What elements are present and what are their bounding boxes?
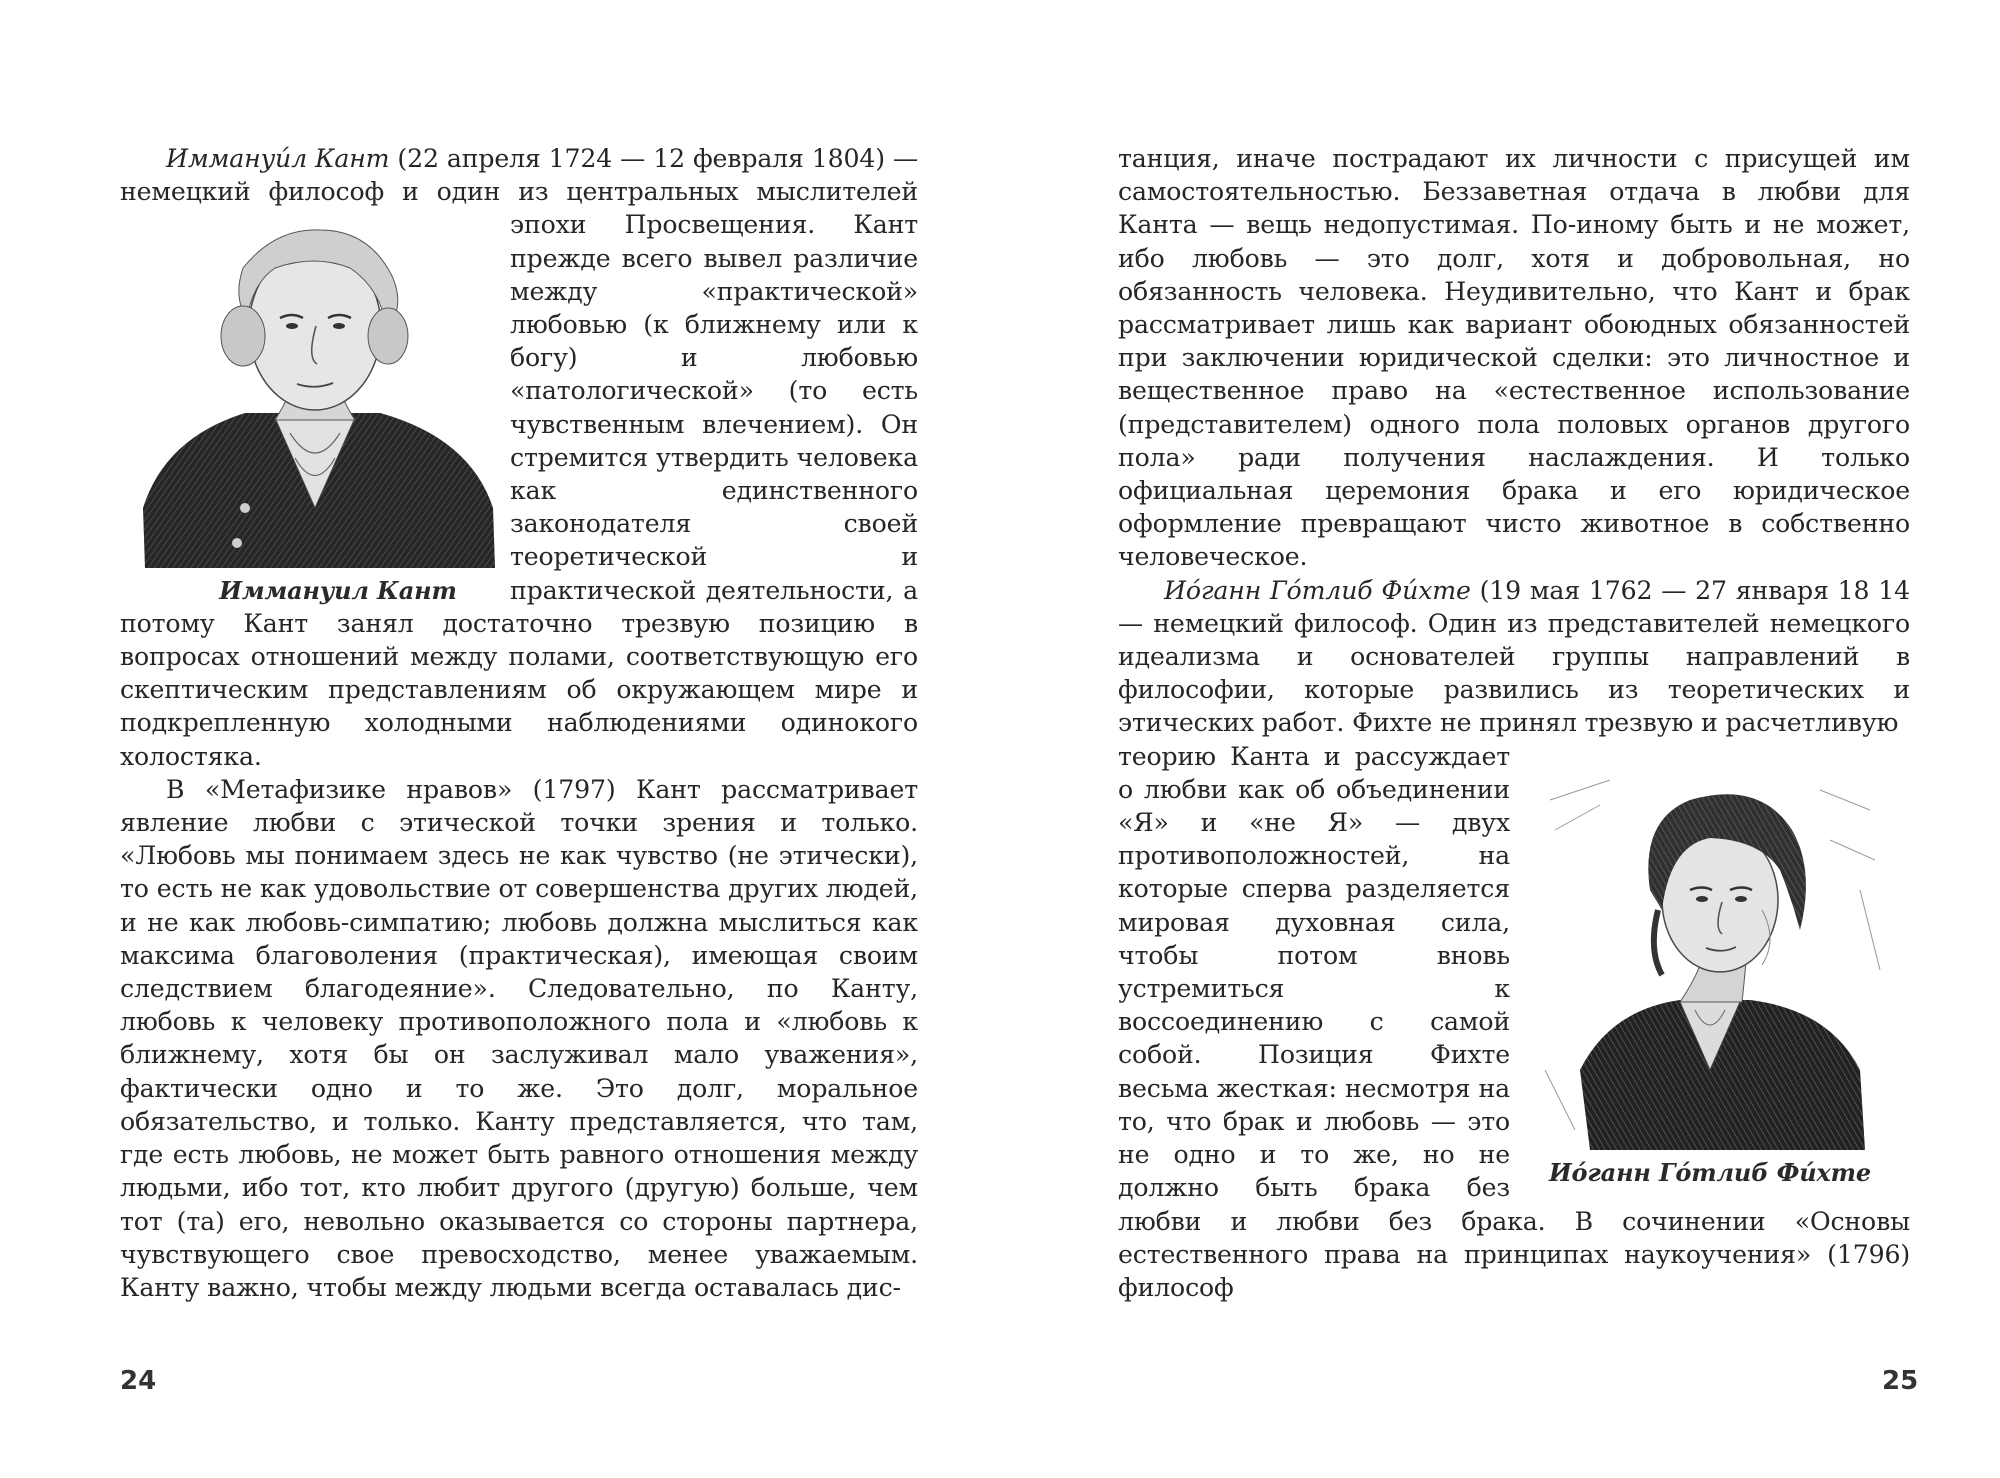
kant-paragraph-2: В «Метафизике нравов» (1797) Кант рассматривает явление любви с этической точки зрения и только. «Любовь мы понимаем здесь не как чувство (не этически), то есть не как удовольствие от совершенства других людей, и не как любовь-симпатию; любовь должна мыслиться как максима благоволения (практическая), имеющая своим следствием благодеяние». Следовательно, по Канту, любовь к человеку противоположного пола и «любовь к ближнему, хотя бы он заслуживал мало уважения», фактически одно и то же. Это долг, моральное обязательство, и только. Канту представляется, что там, где есть любовь, не может быть равного отношения между людьми, ибо тот, кто любит другого (другую) больше, чем тот (та) его, невольно оказывается со стороны партнера, чувствующего свое превосходство, менее уважаемым. Канту важно, чтобы между людьми всегда оставалась дис- [120,774,918,1302]
left-text-block [120,142,918,1304]
fichte-caption: Иóганн Гóтлиб Фи́хте [1548,1157,1872,1187]
page-number-right: 25 [1882,1366,1919,1396]
fichte-paragraph-intro: (19 мая 1762 — 27 января 18 14 — немецкий философ. Один из представителей немецкого идеализма и основателей группы направлений в философии, которые развились из теоретических и этических работ. Фихте не принял трезвую и расчетливую [1118,575,1911,738]
right-page [1000,0,2000,1478]
fichte-portrait-figure [1510,740,1910,1188]
page-number-left: 24 [120,1366,157,1396]
kant-portrait-figure [120,208,510,606]
kant-paragraph-1 [120,142,918,773]
kant-paragraph-1-rest: мыслителей эпохи Просвещения. Кант прежде всего вывел различие между «практической» любовью (к ближнему или к богу) и любовью «патологической» (то есть чувственным влечением). Он стремится утвердить человека как единственного законодателя своей теоретической и практической деятельности, а потому Кант занял достаточно трезвую позицию в вопросах отношений между полами, соответствующую его скептическим представлениям об окружающем мире и подкрепленную холодными наблюдениями одинокого холостяка. [120,177,918,771]
fichte-portrait-image [1530,740,1890,1150]
fichte-paragraph [1118,574,1910,740]
kant-portrait-image [125,208,505,568]
fichte-name: Иóганн Гóтлиб Фи́хте [1164,575,1471,605]
kant-name: Иммануи́л Кант [166,144,390,173]
fichte-paragraph-continued: теорию Канта и рассуждает о любви как об объединении «Я» и «не Я» — двух противоположностей, на которые сперва разделяется мировая духовная сила, чтобы потом вновь устремиться к воссоединению с самой собой. Позиция Фихте весьма жесткая: несмотря на то, что брак и любовь — это не одно и то же, но не должно быть брака без любви и любви без брака. В сочинении «Основы естественного права на принципах наукоучения» (1796) философ [1118,741,1910,1302]
kant-paragraph-1-text [120,144,918,771]
kant-caption: Иммануил Кант [219,576,457,606]
kant-paragraph-1-start: (22 апреля 1724 — 12 февраля 1804) — немецкий философ и один из центральных [120,144,918,207]
right-text-block [1118,142,1910,1304]
right-paragraph-1: танция, иначе пострадают их личности с присущей им самостоятельностью. Беззаветная отдача в любви для Канта — вещь недопустимая. По-иному быть и не может, ибо любовь — это долг, хотя и добровольная, но обязанность человека. Неудивительно, что Кант и брак рассматривает лишь как вариант обоюдных обязанностей при заключении юридической сделки: это личностное и вещественное право на «естественное использование (представителем) одного пола половых органов другого пола» ради получения наслаждения. И только официальная церемония брака и его юридическое оформление превращают чисто животное в собственно человеческое. [1118,144,1910,572]
